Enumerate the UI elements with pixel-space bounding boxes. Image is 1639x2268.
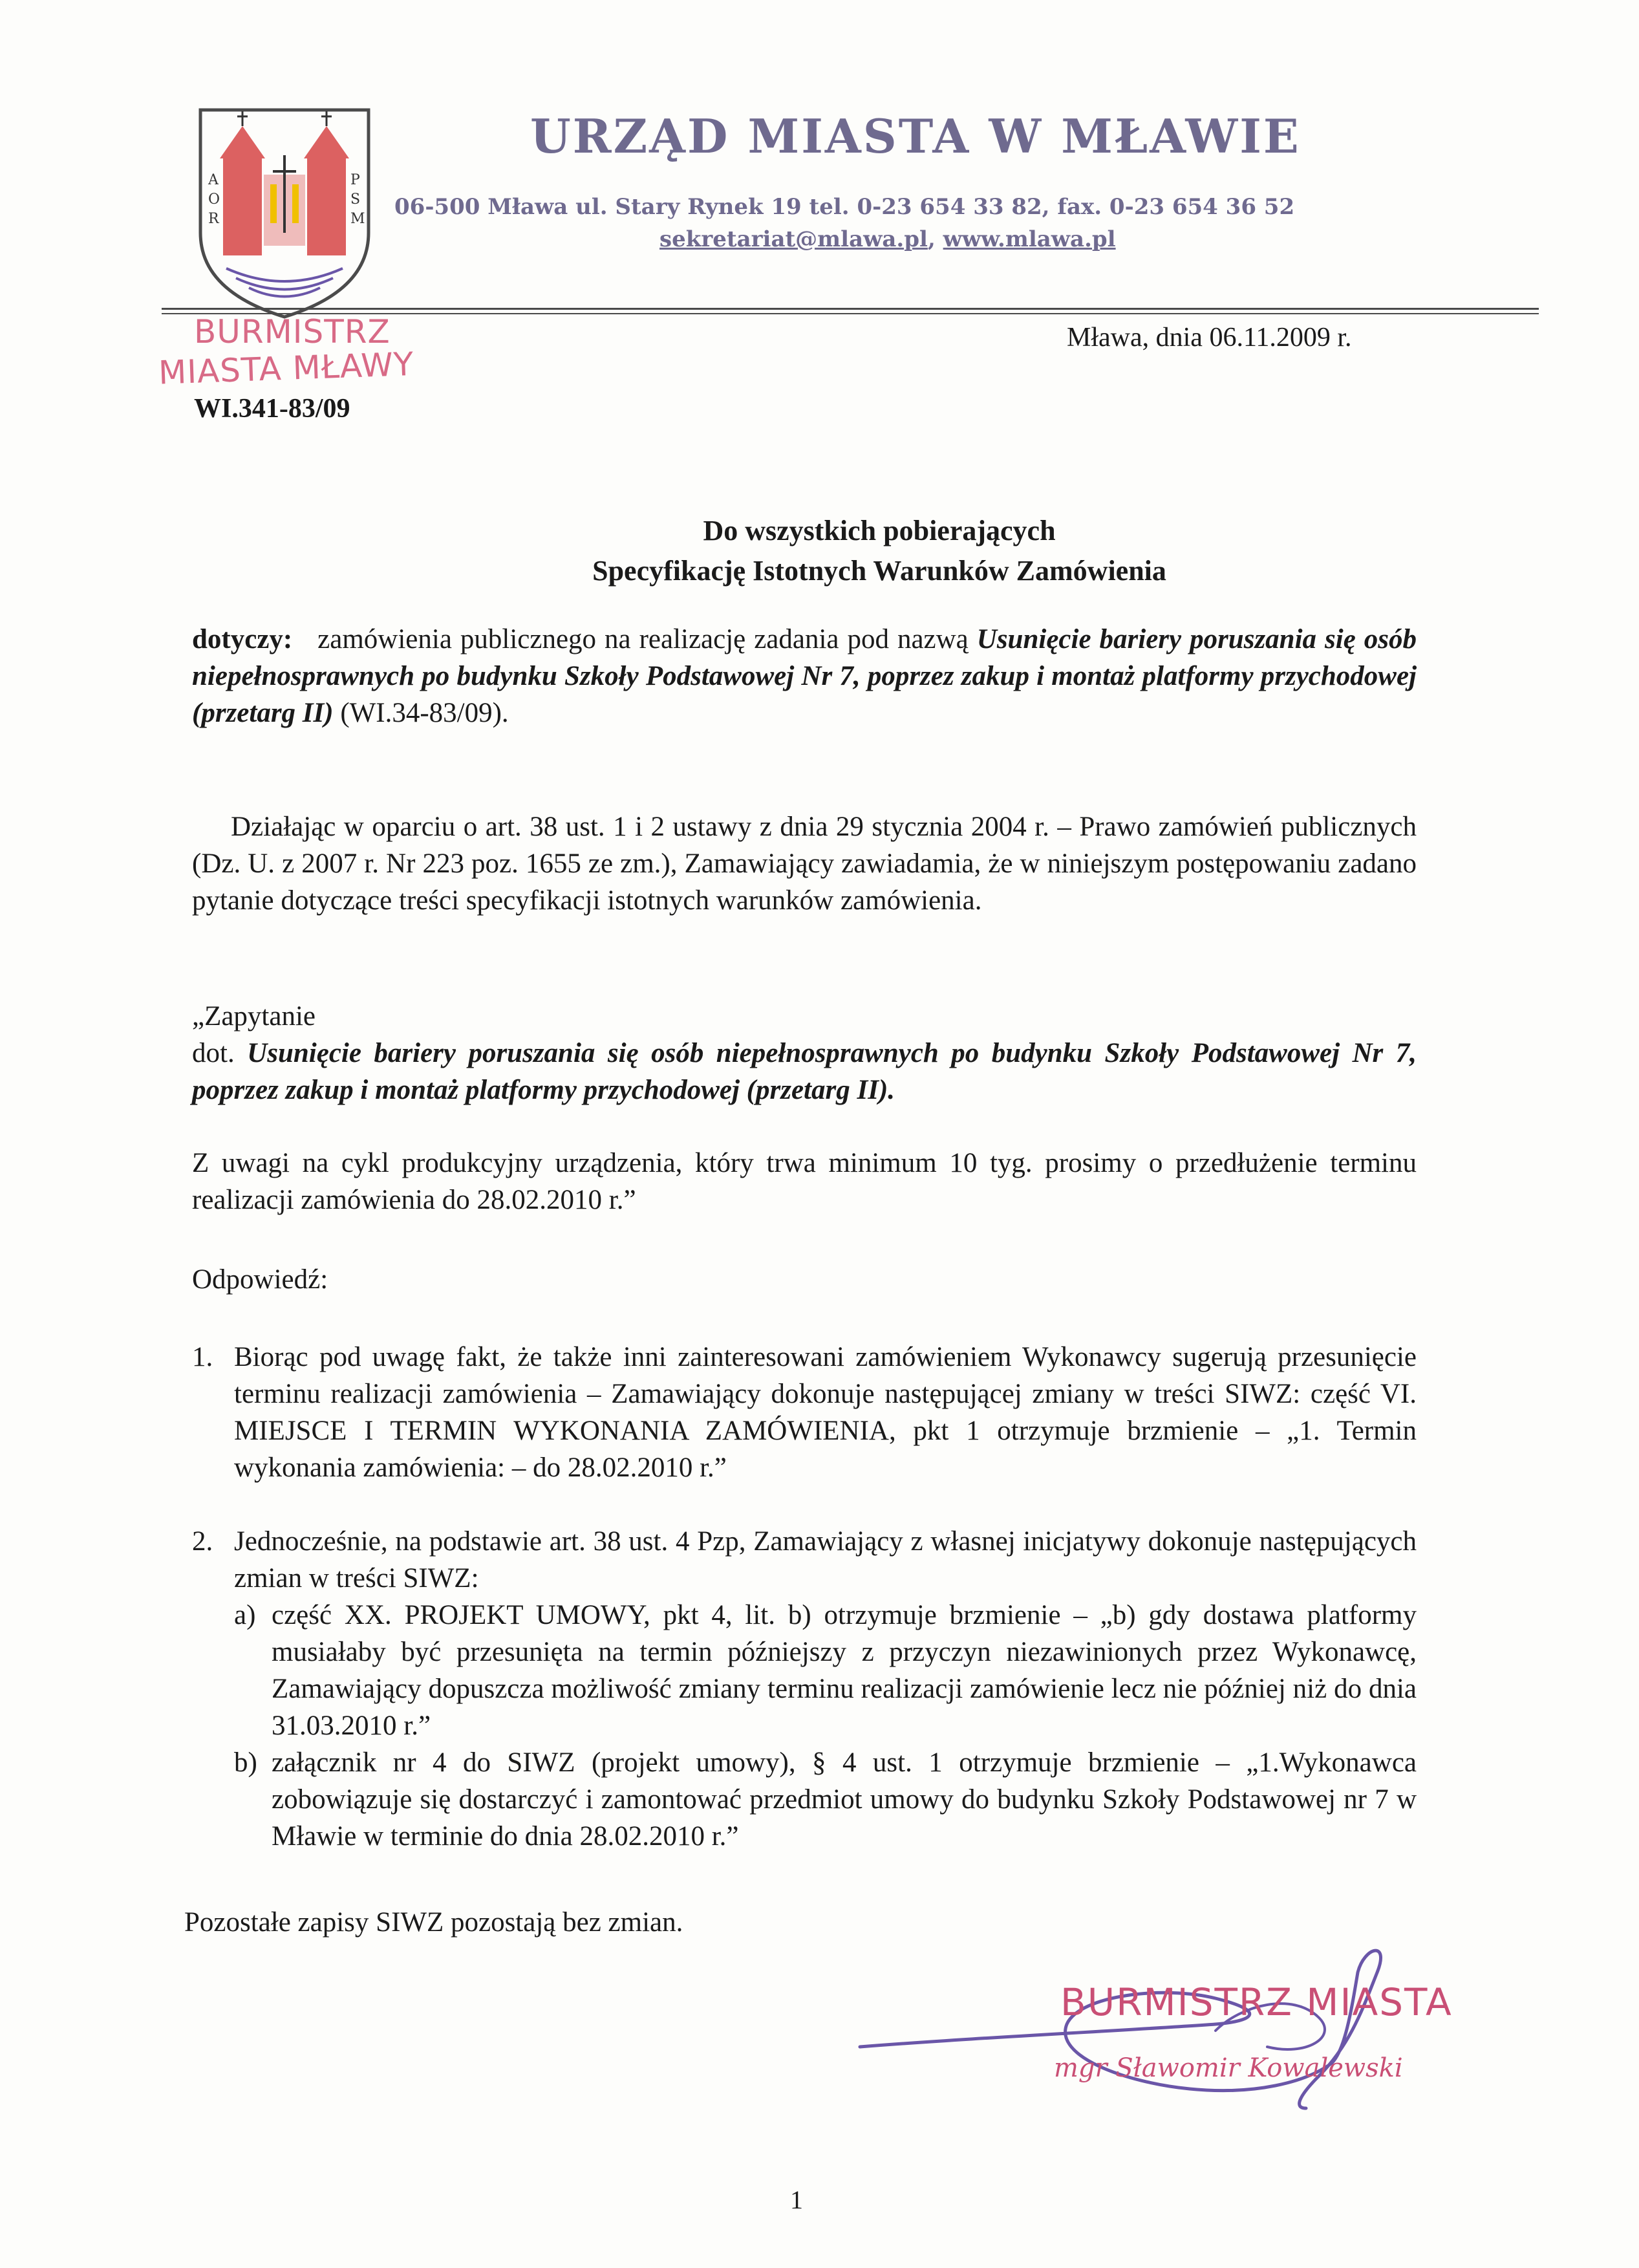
item-number: 1. bbox=[192, 1342, 213, 1372]
sub-item-text: załącznik nr 4 do SIWZ (projekt umowy), § 4 ust. 1 otrzymuje brzmienie – „1.Wykonawca zobowiązuje się dostarczyć i zamontować przedmiot umowy do budynku Szkoły Podstawowej nr 7 w Mławie w terminie do dnia 28.02.2010 r.” bbox=[272, 1747, 1417, 1852]
subject-paragraph bbox=[192, 621, 1417, 731]
closing-sentence: Pozostałe zapisy SIWZ pozostają bez zmian. bbox=[184, 1907, 683, 1938]
stamp-title: BURMISTRZ MIASTA bbox=[1060, 1980, 1453, 2024]
addressee-line: Specyfikację Istotnych Warunków Zamówienia bbox=[592, 555, 1166, 587]
answer-label: Odpowiedź: bbox=[192, 1264, 328, 1295]
handwritten-signature bbox=[853, 1934, 1435, 2128]
email-link[interactable]: sekretariat@mlawa.pl bbox=[659, 226, 928, 252]
crest-letter: R bbox=[208, 211, 219, 227]
letterhead-contacts bbox=[659, 226, 1241, 252]
inquiry-heading: „Zapytanie bbox=[192, 1001, 316, 1031]
sub-item-text: część XX. PROJEKT UMOWY, pkt 4, lit. b) otrzymuje brzmienie – „b) gdy dostawa platformy musiałaby być przesunięta na termin późniejszy z przyczyn niezawinionych przez Wykonawcę, Zamawiający dopuszcza możliwość zmiany terminu realizacji zamówienie lecz nie później niż do dnia 31.03.2010 r.” bbox=[272, 1600, 1417, 1741]
inquiry-block bbox=[192, 998, 1417, 1108]
sub-item-letter: a) bbox=[234, 1600, 256, 1630]
crest-letter: O bbox=[208, 191, 220, 208]
page-number: 1 bbox=[790, 2185, 803, 2214]
letterhead-rule bbox=[162, 308, 1539, 310]
item-text: Jednocześnie, na podstawie art. 38 ust. 4 Pzp, Zamawiający z własnej inicjatywy dokonuje następujących zmian w treści SIWZ: bbox=[234, 1526, 1417, 1593]
item-text: Biorąc pod uwagę fakt, że także inni zainteresowani zamówieniem Wykonawcy sugerują przesunięcie terminu realizacji zamówienia – Zamawiający dokonuje następującej zmiany w treści SIWZ: część VI. MIEJSCE I TERMIN WYKONANIA ZAMÓWIENIA, pkt 1 otrzymuje brzmienie – „1. Termin wykonania zamówienia: – do 28.02.2010 r.” bbox=[234, 1342, 1417, 1483]
subject-ref: (WI.34-83/09). bbox=[340, 698, 509, 728]
stamp-line: BURMISTRZ bbox=[194, 313, 391, 351]
inquiry-prefix: dot. bbox=[192, 1038, 235, 1068]
subject-title: Usunięcie bariery poruszania się osób niepełnosprawnych po budynku Szkoły Podstawowej Nr 7, poprzez zakup i montaż platformy przychodowej (przetarg II) bbox=[192, 624, 1417, 728]
inquiry-subject: Usunięcie bariery poruszania się osób niepełnosprawnych po budynku Szkoły Podstawowej Nr 7, poprzez zakup i montaż platformy przychodowej (przetarg II). bbox=[192, 1038, 1417, 1105]
mayor-stamp bbox=[158, 313, 517, 392]
letterhead-title: URZĄD MIASTA W MŁAWIE bbox=[530, 109, 1301, 164]
addressee-line: Do wszystkich pobierających bbox=[703, 515, 1056, 546]
addressee bbox=[388, 511, 1371, 591]
crest-letter: S bbox=[350, 191, 361, 208]
contact-separator: , bbox=[927, 226, 936, 252]
inquiry-body: Z uwagi na cykl produkcyjny urządzenia, który trwa minimum 10 tyg. prosimy o przedłużenie terminu realizacji zamówienia do 28.02.2010 r.” bbox=[192, 1148, 1417, 1215]
sub-item-letter: b) bbox=[234, 1747, 257, 1778]
legal-basis-paragraph: Działając w oparciu o art. 38 ust. 1 i 2 ustawy z dnia 29 stycznia 2004 r. – Prawo zamówień publicznych (Dz. U. z 2007 r. Nr 223 poz. 1655 ze zm.), Zamawiający zawiadamia, że w niniejszym postępowaniu zadano pytanie dotyczące treści specyfikacji istotnych warunków zamówienia. bbox=[192, 812, 1417, 916]
subject-label: dotyczy: bbox=[192, 624, 293, 654]
stamp-name: mgr Sławomir Kowalewski bbox=[1054, 2053, 1403, 2083]
sub-item bbox=[234, 1597, 1417, 1744]
crest-letter: A bbox=[208, 172, 219, 188]
answer-item bbox=[192, 1339, 1417, 1486]
sub-item bbox=[234, 1744, 1417, 1855]
crest-letter: M bbox=[350, 211, 365, 227]
answer-item bbox=[192, 1523, 1417, 1855]
date-line: Mława, dnia 06.11.2009 r. bbox=[1067, 323, 1352, 352]
subject-text: zamówienia publicznego na realizację zadania pod nazwą bbox=[317, 624, 969, 654]
reference-number: WI.341-83/09 bbox=[194, 394, 350, 424]
city-crest-logo bbox=[187, 97, 381, 323]
item-number: 2. bbox=[192, 1526, 213, 1557]
stamp-line: MIASTA MŁAWY bbox=[158, 345, 415, 392]
letterhead-address: 06-500 Mława ul. Stary Rynek 19 tel. 0-23 654 33 82, fax. 0-23 654 36 52 bbox=[394, 194, 1295, 220]
crest-letter: P bbox=[350, 172, 360, 188]
website-link[interactable]: www.mlawa.pl bbox=[943, 226, 1116, 252]
